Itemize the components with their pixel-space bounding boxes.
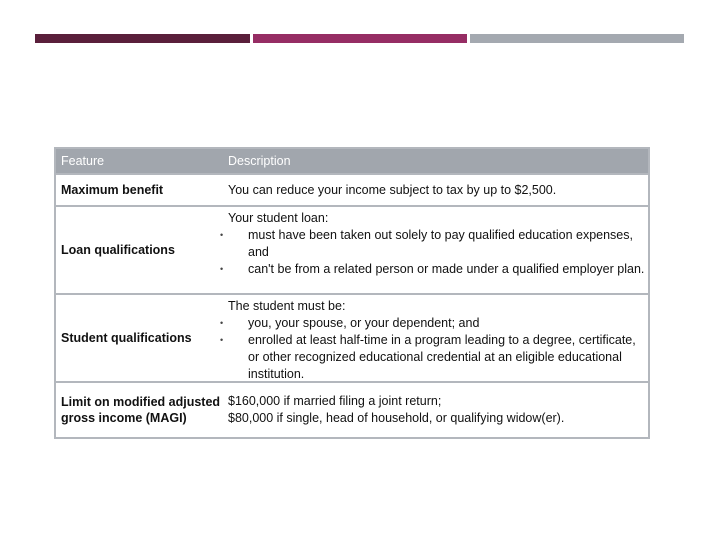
bullet-list (228, 227, 648, 278)
header-feature: Feature (61, 153, 105, 168)
decorative-bar-gray (470, 34, 684, 43)
description-line: $160,000 if married filing a joint return; (228, 394, 442, 408)
description-cell (224, 383, 648, 437)
table-row-student-qualifications (56, 293, 648, 381)
table-header (56, 149, 648, 173)
table-row-magi-limit (56, 381, 648, 437)
description-intro: Your student loan: (228, 211, 329, 225)
header-description: Description (228, 153, 291, 168)
list-item: • can't be from a related person or made under a qualified employer plan. (228, 261, 648, 278)
table-row-loan-qualifications (56, 205, 648, 293)
description-cell (224, 295, 648, 381)
feature-cell: Student qualifications (61, 330, 192, 345)
list-item: • you, your spouse, or your dependent; and (228, 315, 648, 332)
list-item: • enrolled at least half-time in a program leading to a degree, certificate, or other recognized educational credential at an eligible educational institution. (228, 332, 648, 383)
feature-cell: Limit on modified adjusted gross income (MAGI) (61, 395, 221, 425)
description-intro: The student must be: (228, 299, 346, 313)
description-cell (224, 207, 648, 293)
list-item: • must have been taken out solely to pay qualified education expenses, and (228, 227, 648, 261)
decorative-bar-magenta (253, 34, 467, 43)
feature-cell: Maximum benefit (61, 182, 164, 197)
table-row-maximum-benefit (56, 173, 648, 205)
feature-cell: Loan qualifications (61, 242, 175, 257)
decorative-bar-dark (35, 34, 250, 43)
description-cell: You can reduce your income subject to tax by up to $2,500. (228, 182, 557, 197)
description-line: $80,000 if single, head of household, or qualifying widow(er). (228, 411, 565, 425)
benefit-table (54, 147, 650, 439)
bullet-list (228, 315, 648, 383)
